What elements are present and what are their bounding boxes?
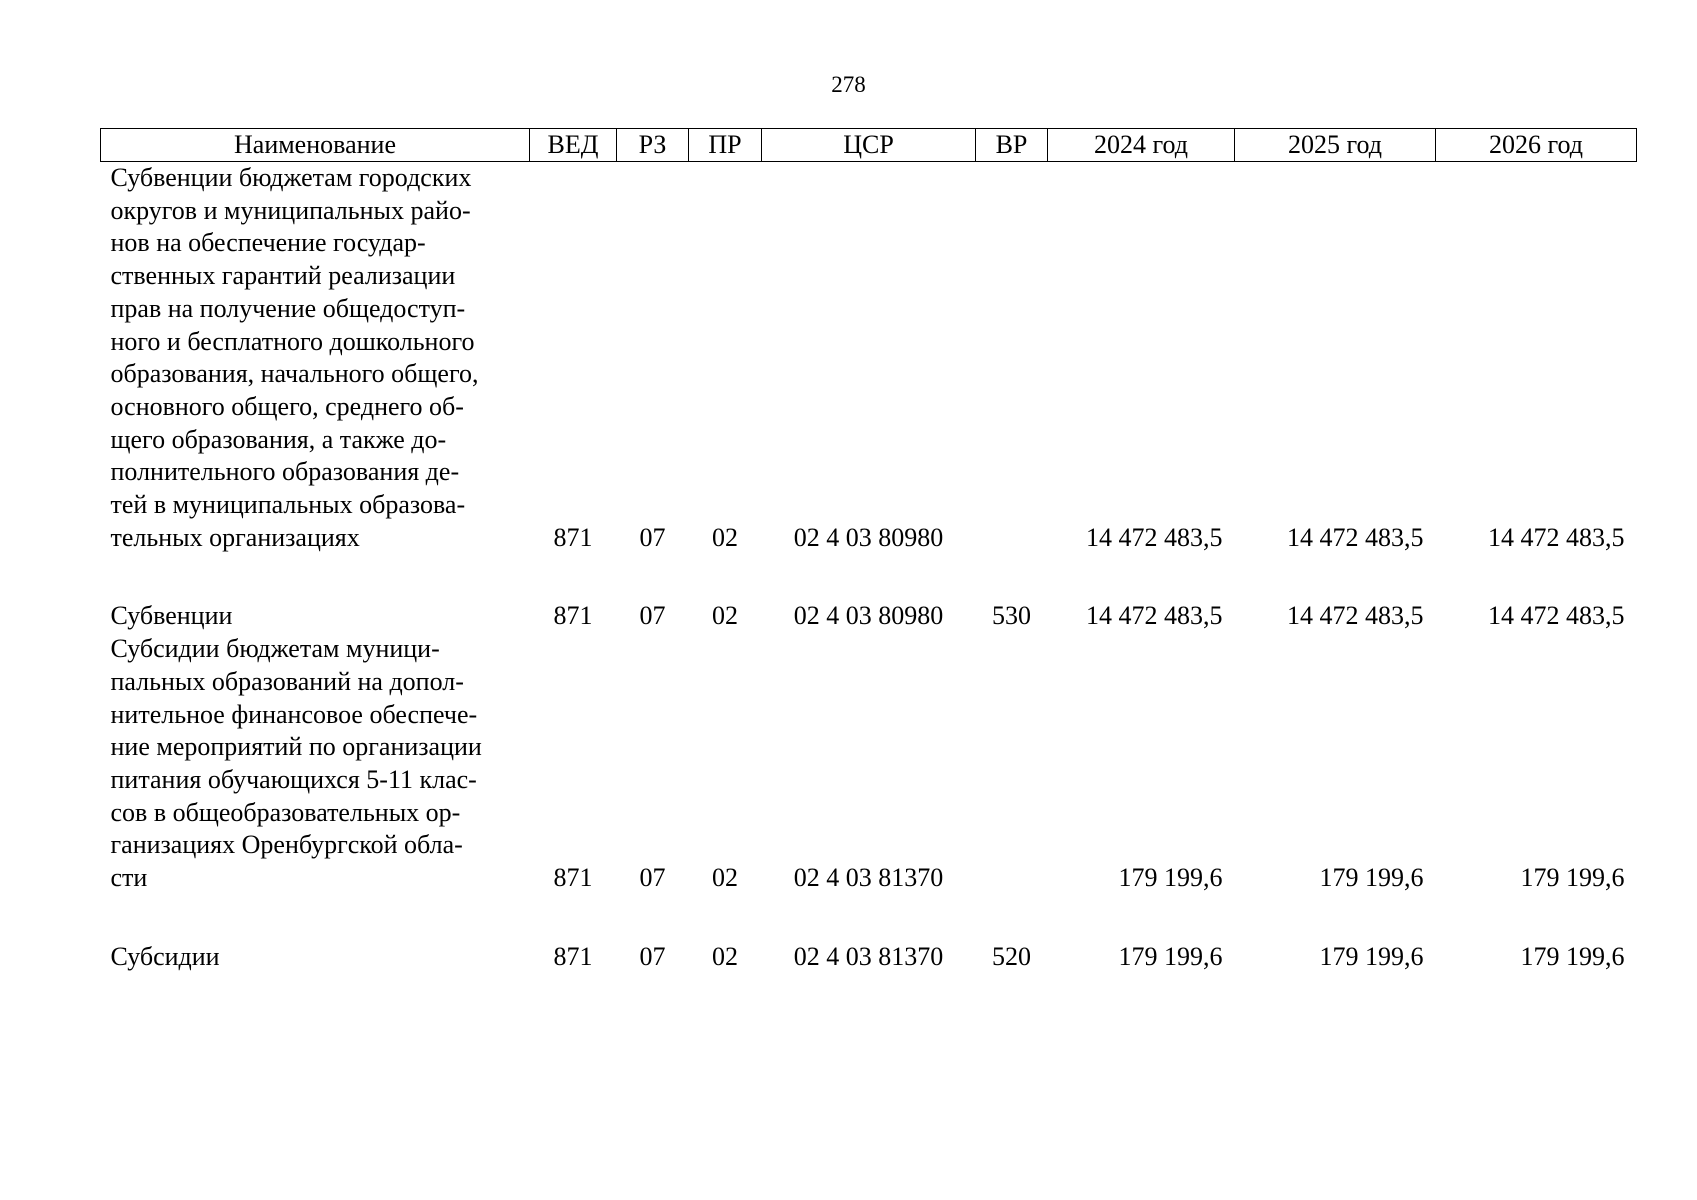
header-ved: ВЕД [530,129,617,162]
row-vr: 530 [992,601,1031,631]
header-row [101,129,1637,162]
header-csr: ЦСР [762,129,976,162]
table-row [101,162,1637,555]
row-vr [976,633,1048,895]
row-2026: 179 199,6 [1520,863,1625,893]
row-ved: 871 [553,941,593,971]
page-number: 278 [831,72,866,97]
row-ved: 871 [553,522,593,552]
header-vr: ВР [976,129,1048,162]
row-rz: 07 [639,941,666,971]
row-name: Субсидии бюджетам муници- пальных образований на допол- нительное финансовое обеспече- ние мероприятий по организации питания обучающихся 5-11 клас- сов в общеобразовательных ор- ганизациях Оренбургской обла- сти [110,634,482,893]
row-rz: 07 [639,522,666,552]
header-2025: 2025 год [1235,129,1436,162]
budget-table [100,128,1637,973]
table-header [101,129,1637,162]
row-name: Субвенции бюджетам городских округов и муниципальных райо- нов на обеспечение государ- ственных гарантий реализации прав на получение общедоступ- ного и бесплатного дошкольного образования, начального общего, основного общего, среднего об- щего образования, а также до- полнительного образования де- тей в муниципальных образова- тельных организациях [110,163,479,552]
row-pr: 02 [712,863,738,893]
row-2026: 179 199,6 [1520,941,1625,971]
row-csr: 02 4 03 81370 [793,863,944,893]
row-ved: 871 [553,601,593,631]
row-csr: 02 4 03 81370 [793,941,944,971]
row-pr: 02 [712,941,738,971]
row-pr: 02 [712,522,738,552]
row-2026: 14 472 483,5 [1488,522,1625,552]
row-2025: 179 199,6 [1319,941,1424,971]
row-rz: 07 [639,863,666,893]
row-2025: 14 472 483,5 [1287,601,1424,631]
table-body [101,162,1637,974]
row-2024: 14 472 483,5 [1086,522,1223,552]
row-2024: 179 199,6 [1118,941,1223,971]
table-row [101,600,1637,633]
header-pr: ПР [689,129,762,162]
spacer-cell [101,554,1637,600]
row-ved: 871 [553,863,593,893]
header-2026: 2026 год [1436,129,1637,162]
row-pr: 02 [712,601,738,631]
row-2025: 14 472 483,5 [1287,522,1424,552]
row-name: Субвенции [110,601,233,631]
row-2024: 179 199,6 [1118,863,1223,893]
table-row [101,633,1637,895]
row-csr: 02 4 03 80980 [793,601,944,631]
table-row [101,941,1637,974]
header-name: Наименование [101,129,530,162]
row-spacer [101,554,1637,600]
row-vr: 520 [992,941,1031,971]
row-2025: 179 199,6 [1319,863,1424,893]
row-2024: 14 472 483,5 [1086,601,1223,631]
header-2024: 2024 год [1048,129,1235,162]
spacer-cell [101,895,1637,941]
row-2026: 14 472 483,5 [1488,601,1625,631]
row-csr: 02 4 03 80980 [793,522,944,552]
header-rz: РЗ [617,129,689,162]
row-spacer [101,895,1637,941]
row-rz: 07 [639,601,666,631]
row-name: Субсидии [110,941,220,971]
row-vr [976,162,1048,555]
